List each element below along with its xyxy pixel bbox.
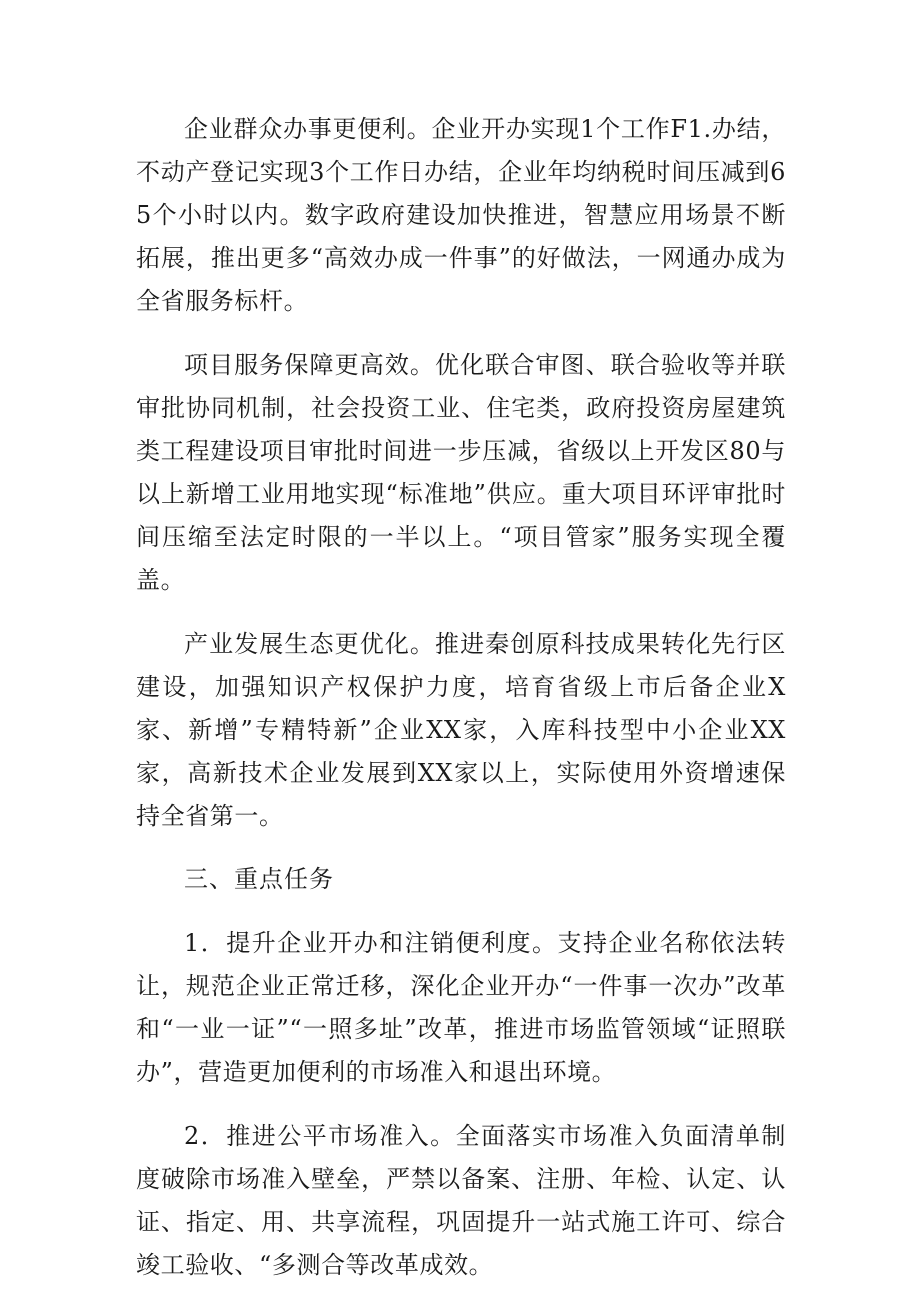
section-heading-key-tasks: 三、重点任务 xyxy=(184,865,334,893)
paragraph-industry-ecology: 产业发展生态更优化。推进秦创原科技成果转化先行区建设，加强知识产权保护力度，培育省级上市后备企业X家、新增”专精特新”企业XX家，入库科技型中小企业XX家，高新技术企业发展到XX家以上，实际使用外资增速保持全省第一。 xyxy=(136,630,786,830)
task-item-2: 2．推进公平市场准入。全面落实市场准入负面清单制度破除市场准入壁垒，严禁以备案、注册、年检、认定、认证、指定、用、共享流程，巩固提升一站式施工许可、综合竣工验收、“多测合等改革成效。 xyxy=(136,1122,786,1279)
paragraph-project-service: 项目服务保障更高效。优化联合审图、联合验收等并联审批协同机制，社会投资工业、住宅类，政府投资房屋建筑类工程建设项目审批时间进一步压减，省级以上开发区80与以上新增工业用地实现“标准地”供应。重大项目环评审批时间压缩至法定时限的一半以上。“项目管家”服务实现全覆盖。 xyxy=(136,351,786,594)
document-page xyxy=(136,108,786,1287)
paragraph-business-convenience: 企业群众办事更便利。企业开办实现1个工作F1.办结，不动产登记实现3个工作日办结，企业年均纳税时间压减到65个小时以内。数字政府建设加快推进，智慧应用场景不断拓展，推出更多“高效办成一件事”的好做法，一网通办成为全省服务标杆。 xyxy=(136,115,786,315)
task-item-1: 1．提升企业开办和注销便利度。支持企业名称依法转让，规范企业正常迁移，深化企业开办“一件事一次办”改革和“一业一证”“一照多址”改革，推进市场监管领域“证照联办”，营造更加便利的市场准入和退出环境。 xyxy=(136,929,786,1086)
